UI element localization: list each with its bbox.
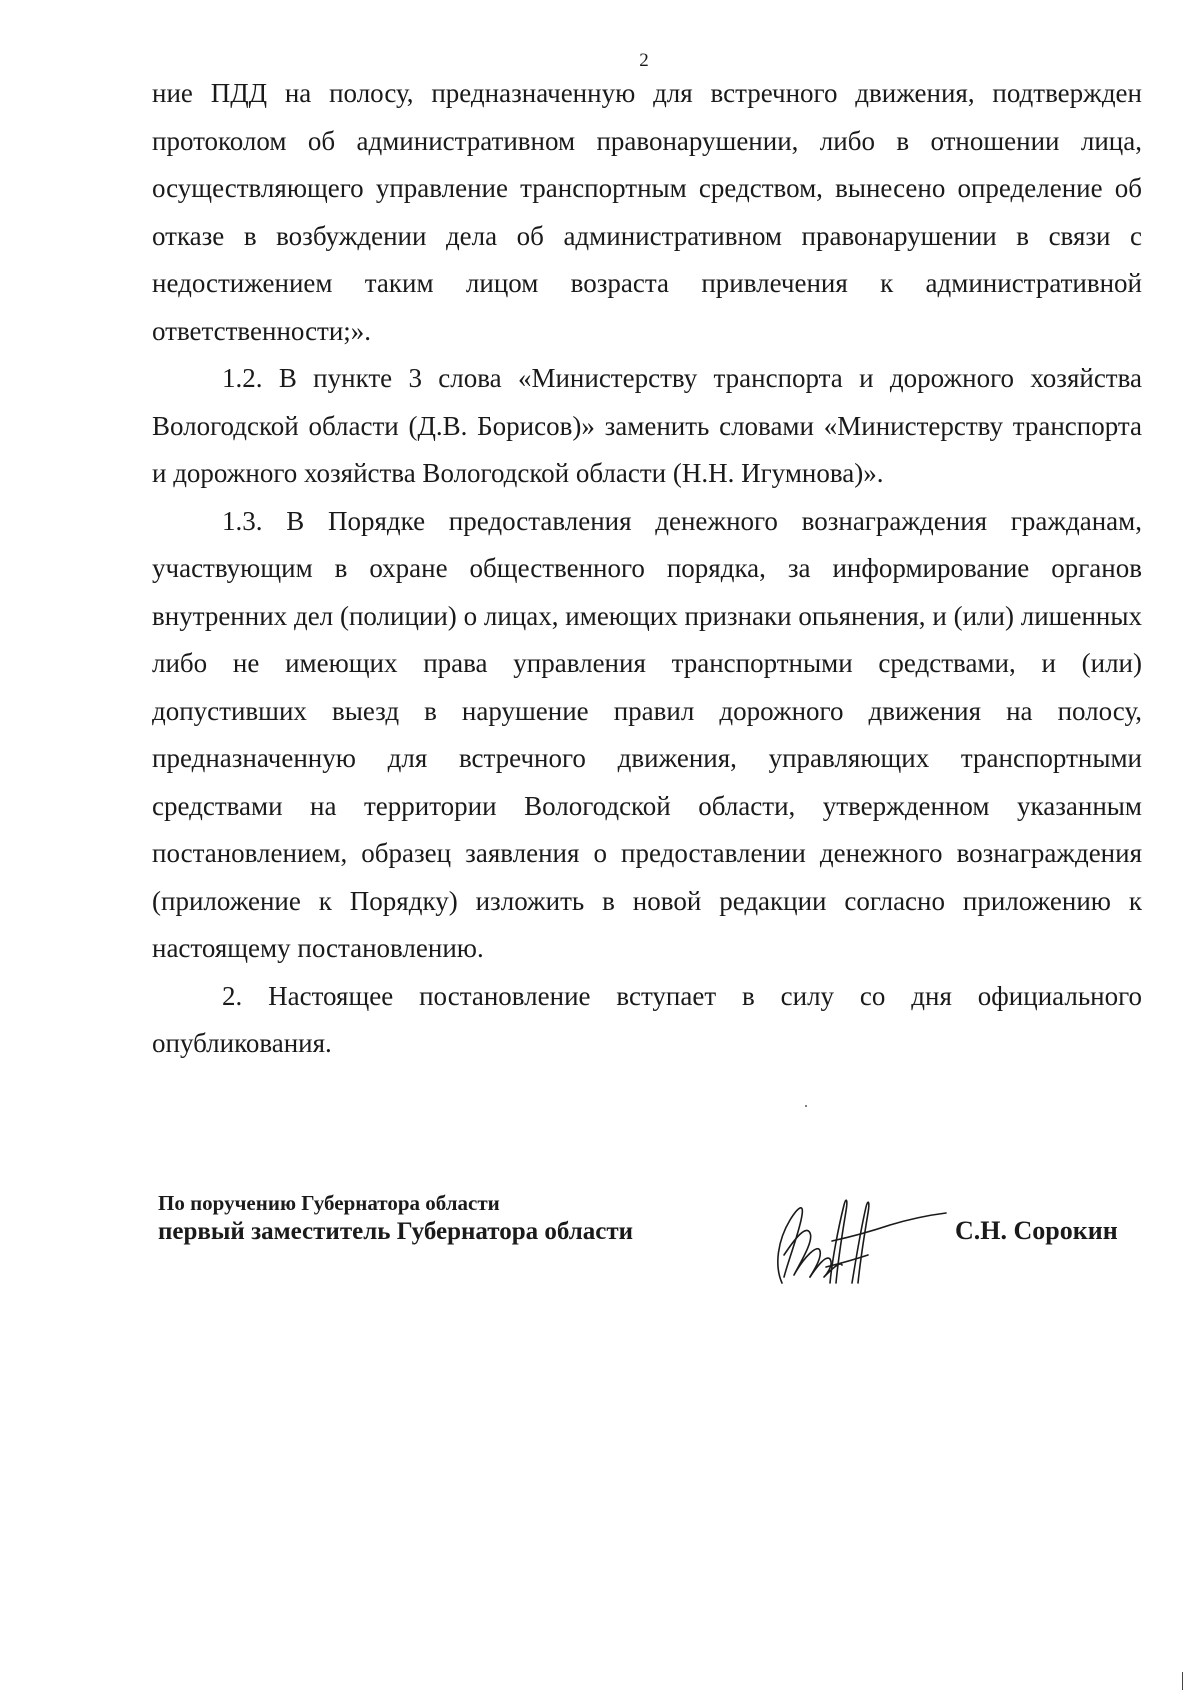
handwritten-signature [760,1185,950,1290]
document-body [152,70,1142,1068]
scan-margin-mark [1182,1672,1183,1690]
signer-position-line: первый заместитель Губернатора области [158,1218,634,1245]
paragraph-2: 2. Настоящее постановление вступает в силу со дня официального опубликования. [152,980,1142,1058]
signer-authority-line: По поручению Губернатора области [158,1191,500,1215]
paragraph-1-3: 1.3. В Порядке предоставления денежного вознаграждения гражданам, участвующим в охране общественного порядка, за информирование органов внутренних дел (полиции) о лицах, имеющих признаки опьянения, и (или) лишенных либо не имеющих права управления транспортными средствами, и (или) допустивших выезд в нарушение правил дорожного движения на полосу, предназначенную для встречного движения, управляющих транспортными средствами на территории Вологодской области, утвержденном указанным постановлением, образец заявления о предоставлении денежного вознаграждения (приложение к Порядку) изложить в новой редакции согласно приложению к настоящему постановлению. [152,505,1142,963]
scan-speck [805,1105,807,1107]
page-number: 2 [639,50,649,71]
paragraph-continuation: ние ПДД на полосу, предназначенную для встречного движения, подтвержден протоколом об административном правонарушении, либо в отношении лица, осуществляющего управление транспортным средством, вынесено определение об отказе в возбуждении дела об административном правонарушении в связи с недостижением таким лицом возраста привлечения к административной ответственности;». [152,78,1142,346]
signer-name: С.Н. Сорокин [955,1216,1118,1245]
paragraph-1-2: 1.2. В пункте 3 слова «Министерству транспорта и дорожного хозяйства Вологодской области (Д.В. Борисов)» заменить словами «Министерству транспорта и дорожного хозяйства Вологодской области (Н.Н. Игумнова)». [152,363,1142,488]
signature-block [158,1190,633,1248]
